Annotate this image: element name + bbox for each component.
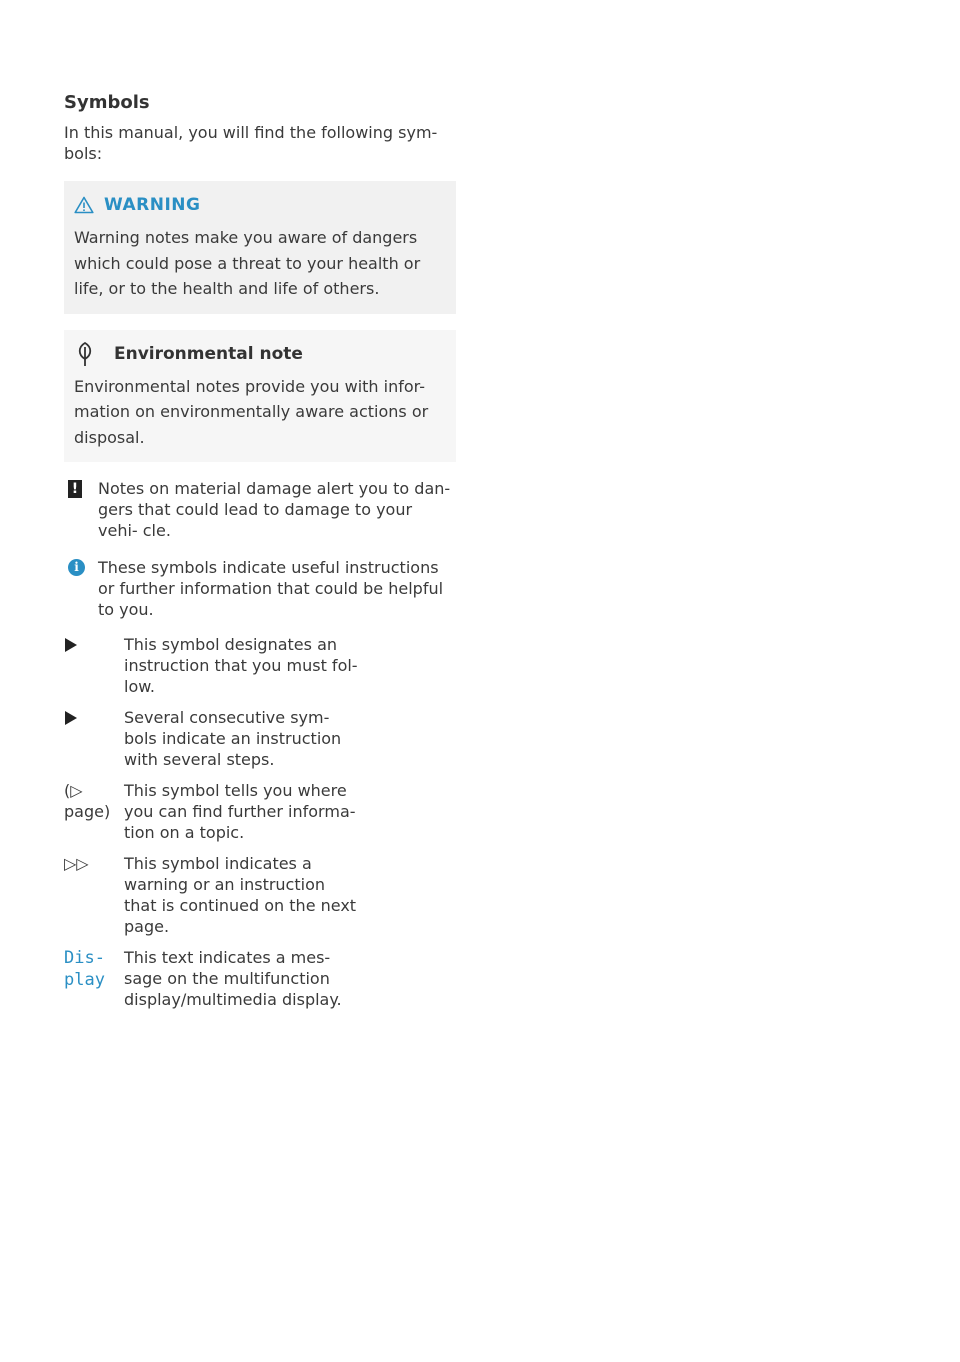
symbol-list xyxy=(64,634,456,1010)
symbol-row xyxy=(64,634,456,697)
continued-icon: ▷▷ xyxy=(64,854,89,873)
warning-box xyxy=(64,181,456,314)
arrow-right-filled-icon xyxy=(64,711,78,730)
symbol-row xyxy=(64,947,456,1010)
info-icon: i xyxy=(68,559,85,576)
material-damage-note xyxy=(64,478,456,541)
environment-text: Environmental notes provide you with infor- mation on environmentally aware actions or disposal. xyxy=(74,376,429,447)
symbol-row xyxy=(64,707,456,770)
arrow-right-filled-icon xyxy=(64,638,78,657)
symbol-text: This symbol designates an instruction that you must fol- low. xyxy=(124,635,358,696)
environment-box xyxy=(64,330,456,463)
display-symbol: Dis- play xyxy=(64,948,105,990)
warning-triangle-icon xyxy=(74,196,94,214)
info-note xyxy=(64,557,456,620)
symbol-text: This symbol tells you where you can find further informa- tion on a topic. xyxy=(124,781,356,842)
environment-title: Environmental note xyxy=(114,343,303,364)
warning-title: WARNING xyxy=(104,195,201,215)
symbol-text: This symbol indicates a warning or an instruction that is continued on the next page. xyxy=(124,854,357,936)
info-text: These symbols indicate useful instructions or further information that could be helpful to you. xyxy=(98,558,444,619)
symbol-text: Several consecutive sym- bols indicate an instruction with several steps. xyxy=(124,708,342,769)
material-damage-text: Notes on material damage alert you to dan- gers that could lead to damage to your vehi- cle. xyxy=(98,479,451,540)
symbol-row xyxy=(64,853,456,937)
page-reference-icon: (▷ page) xyxy=(64,781,111,821)
symbols-section xyxy=(64,92,456,1010)
environment-leaf-icon xyxy=(74,341,96,367)
symbol-row xyxy=(64,780,456,843)
section-intro: In this manual, you will find the following sym- bols: xyxy=(64,123,438,163)
symbol-text: This text indicates a mes- sage on the multifunction display/multimedia display. xyxy=(124,948,342,1009)
warning-text: Warning notes make you aware of dangers which could pose a threat to your health or life, or to the health and life of others. xyxy=(74,228,421,298)
section-title: Symbols xyxy=(64,92,150,113)
exclamation-icon: ! xyxy=(68,480,82,498)
